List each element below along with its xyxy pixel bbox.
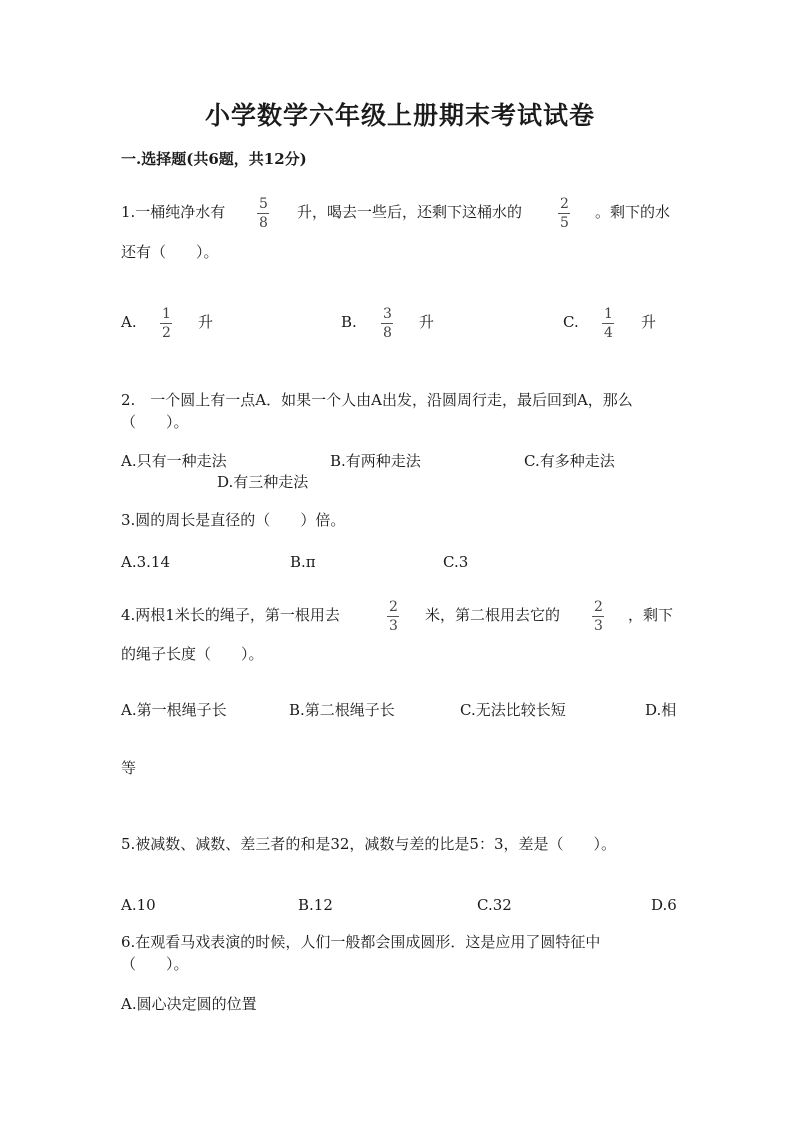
fraction-numerator: 1: [604, 306, 613, 322]
option-a-unit: 升: [198, 313, 214, 331]
option-b: B.有两种走法: [330, 452, 421, 470]
option-b: B.π: [290, 553, 316, 571]
fraction-bar: [592, 616, 604, 617]
option-c: C.有多种走法: [524, 452, 615, 470]
page-title: 小学数学六年级上册期末考试试卷: [204, 101, 595, 130]
fraction-denominator: 3: [594, 618, 603, 634]
question-6-stem-a: 6.在观看马戏表演的时候，人们一般都会围成圆形．这是应用了圆特征中: [121, 933, 601, 951]
fraction-numerator: 1: [162, 306, 171, 322]
fraction-numerator: 2: [560, 196, 569, 212]
option-d: D.6: [651, 896, 677, 914]
option-d: D.有三种走法: [217, 473, 309, 491]
option-a-fraction: [160, 306, 173, 341]
option-d-wrap: 等: [121, 759, 137, 777]
question-1-fraction-2: [558, 196, 571, 231]
question-1-stem-c: 。剩下的水: [595, 203, 671, 221]
question-4-fraction-2: [592, 599, 605, 634]
question-1-stem-d: 还有（ ）。: [121, 243, 219, 261]
option-b: B.12: [298, 896, 333, 914]
fraction-denominator: 8: [259, 215, 268, 231]
option-c-fraction: [602, 306, 615, 341]
question-4-stem-a: 4.两根1米长的绳子，第一根用去: [121, 606, 340, 624]
question-4-stem-c: ，剩下: [628, 606, 674, 624]
option-c: C.无法比较长短: [460, 701, 566, 719]
fraction-bar: [381, 323, 393, 324]
question-1-stem-a: 1.一桶纯净水有: [121, 203, 226, 221]
option-a-label: A.: [121, 313, 137, 331]
option-b-fraction: [381, 306, 394, 341]
fraction-bar: [257, 213, 269, 214]
question-6-stem-b: （ ）。: [121, 955, 189, 973]
fraction-denominator: 8: [383, 325, 392, 341]
fraction-bar: [387, 616, 399, 617]
section-heading: 一.选择题(共6题，共12分): [121, 150, 307, 168]
fraction-denominator: 5: [560, 215, 569, 231]
question-5-stem: 5.被减数、减数、差三者的和是32，减数与差的比是5：3，差是（ ）。: [121, 835, 616, 853]
option-c: C.32: [477, 896, 512, 914]
option-d: D.相: [645, 701, 677, 719]
question-1-fraction-1: [257, 196, 270, 231]
option-c: C.3: [443, 553, 469, 571]
fraction-bar: [558, 213, 570, 214]
fraction-numerator: 2: [594, 599, 603, 615]
question-3-stem: 3.圆的周长是直径的（ ）倍。: [121, 511, 346, 529]
fraction-denominator: 4: [604, 325, 613, 341]
fraction-denominator: 2: [162, 325, 171, 341]
option-c-label: C.: [563, 313, 579, 331]
fraction-numerator: 5: [259, 196, 268, 212]
fraction-denominator: 3: [389, 618, 398, 634]
option-a: A.10: [121, 896, 156, 914]
option-a: A.圆心决定圆的位置: [121, 995, 257, 1013]
option-b-unit: 升: [419, 313, 435, 331]
option-b-label: B.: [341, 313, 357, 331]
question-4-stem-d: 的绳子长度（ ）。: [121, 645, 264, 663]
question-2-stem-b: （ ）。: [121, 413, 189, 431]
fraction-bar: [160, 323, 172, 324]
fraction-numerator: 3: [383, 306, 392, 322]
fraction-bar: [602, 323, 614, 324]
option-b: B.第二根绳子长: [289, 701, 395, 719]
option-a: A.只有一种走法: [121, 452, 227, 470]
question-1-stem-b: 升，喝去一些后，还剩下这桶水的: [297, 203, 523, 221]
option-c-unit: 升: [641, 313, 657, 331]
option-a: A.3.14: [121, 553, 170, 571]
question-4-fraction-1: [387, 599, 400, 634]
question-4-stem-b: 米，第二根用去它的: [425, 606, 561, 624]
question-2-stem-a: 2. 一个圆上有一点A．如果一个人由A出发，沿圆周行走，最后回到A，那么: [121, 391, 633, 409]
fraction-numerator: 2: [389, 599, 398, 615]
option-a: A.第一根绳子长: [121, 701, 227, 719]
